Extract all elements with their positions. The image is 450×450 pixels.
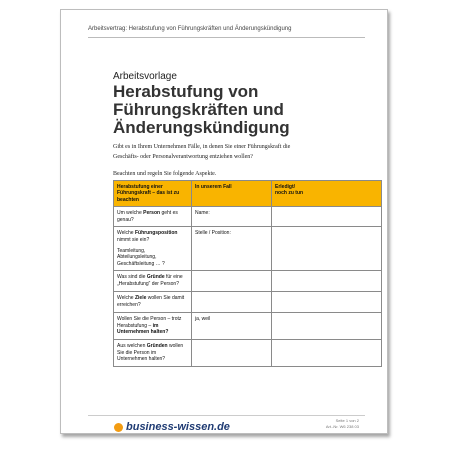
table-row (114, 340, 382, 367)
aspect-keyword: Gründe (146, 274, 165, 281)
running-header: Arbeitsvertrag: Herabstufung von Führungskräften und Änderungskündigung (88, 26, 292, 32)
our-case-cell[interactable] (192, 271, 272, 292)
intro-line: Gibt es in Ihrem Unternehmen Fälle, in denen Sie einer Führungskraft die (113, 144, 291, 150)
article-number: Art.-Nr. W6 238 03 (325, 424, 359, 429)
aspect-text: wollen (167, 343, 184, 350)
page-info (326, 418, 359, 430)
intro-line: Geschäfts- oder Personalverantwortung entziehen wollen? (113, 153, 253, 160)
table-row (114, 227, 382, 271)
header-our-case (192, 181, 272, 207)
aspects-table (113, 180, 382, 367)
our-case-cell[interactable]: Name: (192, 207, 272, 227)
document-page (60, 9, 388, 434)
status-cell[interactable] (272, 340, 382, 367)
aspect-cell (114, 207, 192, 227)
status-cell[interactable] (272, 292, 382, 313)
aspect-cell (114, 340, 192, 367)
aspect-line (117, 356, 188, 362)
aspect-keyword: Person (143, 210, 161, 217)
aspect-keyword: Unternehmen halten? (117, 329, 169, 336)
our-case-cell[interactable] (192, 340, 272, 367)
aspect-line (117, 261, 188, 267)
header-line: noch zu tun (275, 190, 304, 197)
brand-name: business-wissen.de (126, 421, 230, 433)
status-cell[interactable] (272, 313, 382, 340)
aspect-cell (114, 227, 192, 271)
header-status (272, 181, 382, 207)
aspect-line (117, 281, 188, 287)
aspect-text: Welche (117, 230, 135, 237)
aspect-text: Teamleitung, (117, 248, 146, 255)
document-type-label: Arbeitsvorlage (113, 71, 177, 82)
our-case-cell[interactable] (192, 292, 272, 313)
aspect-text: Was sind die (117, 274, 147, 281)
aspect-keyword: Ziele (134, 295, 147, 302)
header-divider (88, 37, 365, 38)
status-cell[interactable] (272, 207, 382, 227)
title-line: Änderungskündigung (113, 118, 290, 137)
header-aspect (114, 181, 192, 207)
aspect-text: Wollen Sie die Person – trotz (117, 316, 182, 323)
aspect-text: Unternehmen halten? (117, 356, 166, 363)
logo-dot-icon (114, 423, 123, 432)
title-line: Führungskräften und (113, 100, 284, 119)
table-row (114, 271, 382, 292)
aspect-text: nimmt sie ein? (117, 236, 150, 243)
aspect-text: genau? (117, 216, 134, 223)
status-cell[interactable] (272, 227, 382, 271)
aspect-cell (114, 313, 192, 340)
header-line: In unserem Fall (195, 184, 232, 190)
aspect-text: wollen Sie damit (146, 295, 185, 302)
table-header-row (114, 181, 382, 207)
aspect-text: Welche (117, 295, 135, 302)
header-line: Führungskraft – das ist zu (117, 190, 180, 197)
our-case-cell[interactable]: ja, weil (192, 313, 272, 340)
table-row (114, 313, 382, 340)
aspect-cell (114, 271, 192, 292)
aspect-line (117, 302, 188, 308)
aspect-text: Um welche (117, 210, 144, 217)
aspect-text: Sie die Person im (117, 349, 157, 356)
aspect-keyword: im (152, 322, 159, 329)
our-case-cell[interactable]: Stelle / Position: (192, 227, 272, 271)
aspect-text: Geschäftsleitung … ? (117, 260, 165, 267)
aspect-text: Herabstufung – (117, 322, 153, 329)
aspect-text: erreichen? (117, 301, 141, 308)
document-title (113, 83, 363, 137)
footer-divider (88, 415, 365, 416)
title-line: Herabstufung von (113, 82, 259, 101)
aspect-keyword: Gründen (146, 343, 168, 350)
header-line: Herabstufung einer (117, 184, 163, 190)
aspect-text: Abteilungsleitung, (117, 254, 157, 261)
aspect-keyword: Führungsposition (134, 230, 178, 237)
page-number: Seite 1 von 2 (335, 418, 359, 423)
aspect-text: für eine (164, 274, 183, 281)
intro-question (113, 143, 353, 162)
intro-instruction: Beachten und regeln Sie folgende Aspekte. (113, 171, 217, 177)
header-line: Erledigt/ (275, 184, 296, 190)
status-cell[interactable] (272, 271, 382, 292)
aspect-text: „Herabstufung“ der Person? (117, 280, 179, 287)
aspect-cell (114, 292, 192, 313)
aspect-text: Aus welchen (117, 343, 147, 350)
aspect-line (117, 217, 188, 223)
aspect-line (117, 329, 188, 335)
header-line: beachten (117, 196, 139, 203)
aspect-text: geht es (160, 210, 178, 217)
brand-logo (114, 419, 230, 435)
table-row (114, 292, 382, 313)
table-row (114, 207, 382, 227)
